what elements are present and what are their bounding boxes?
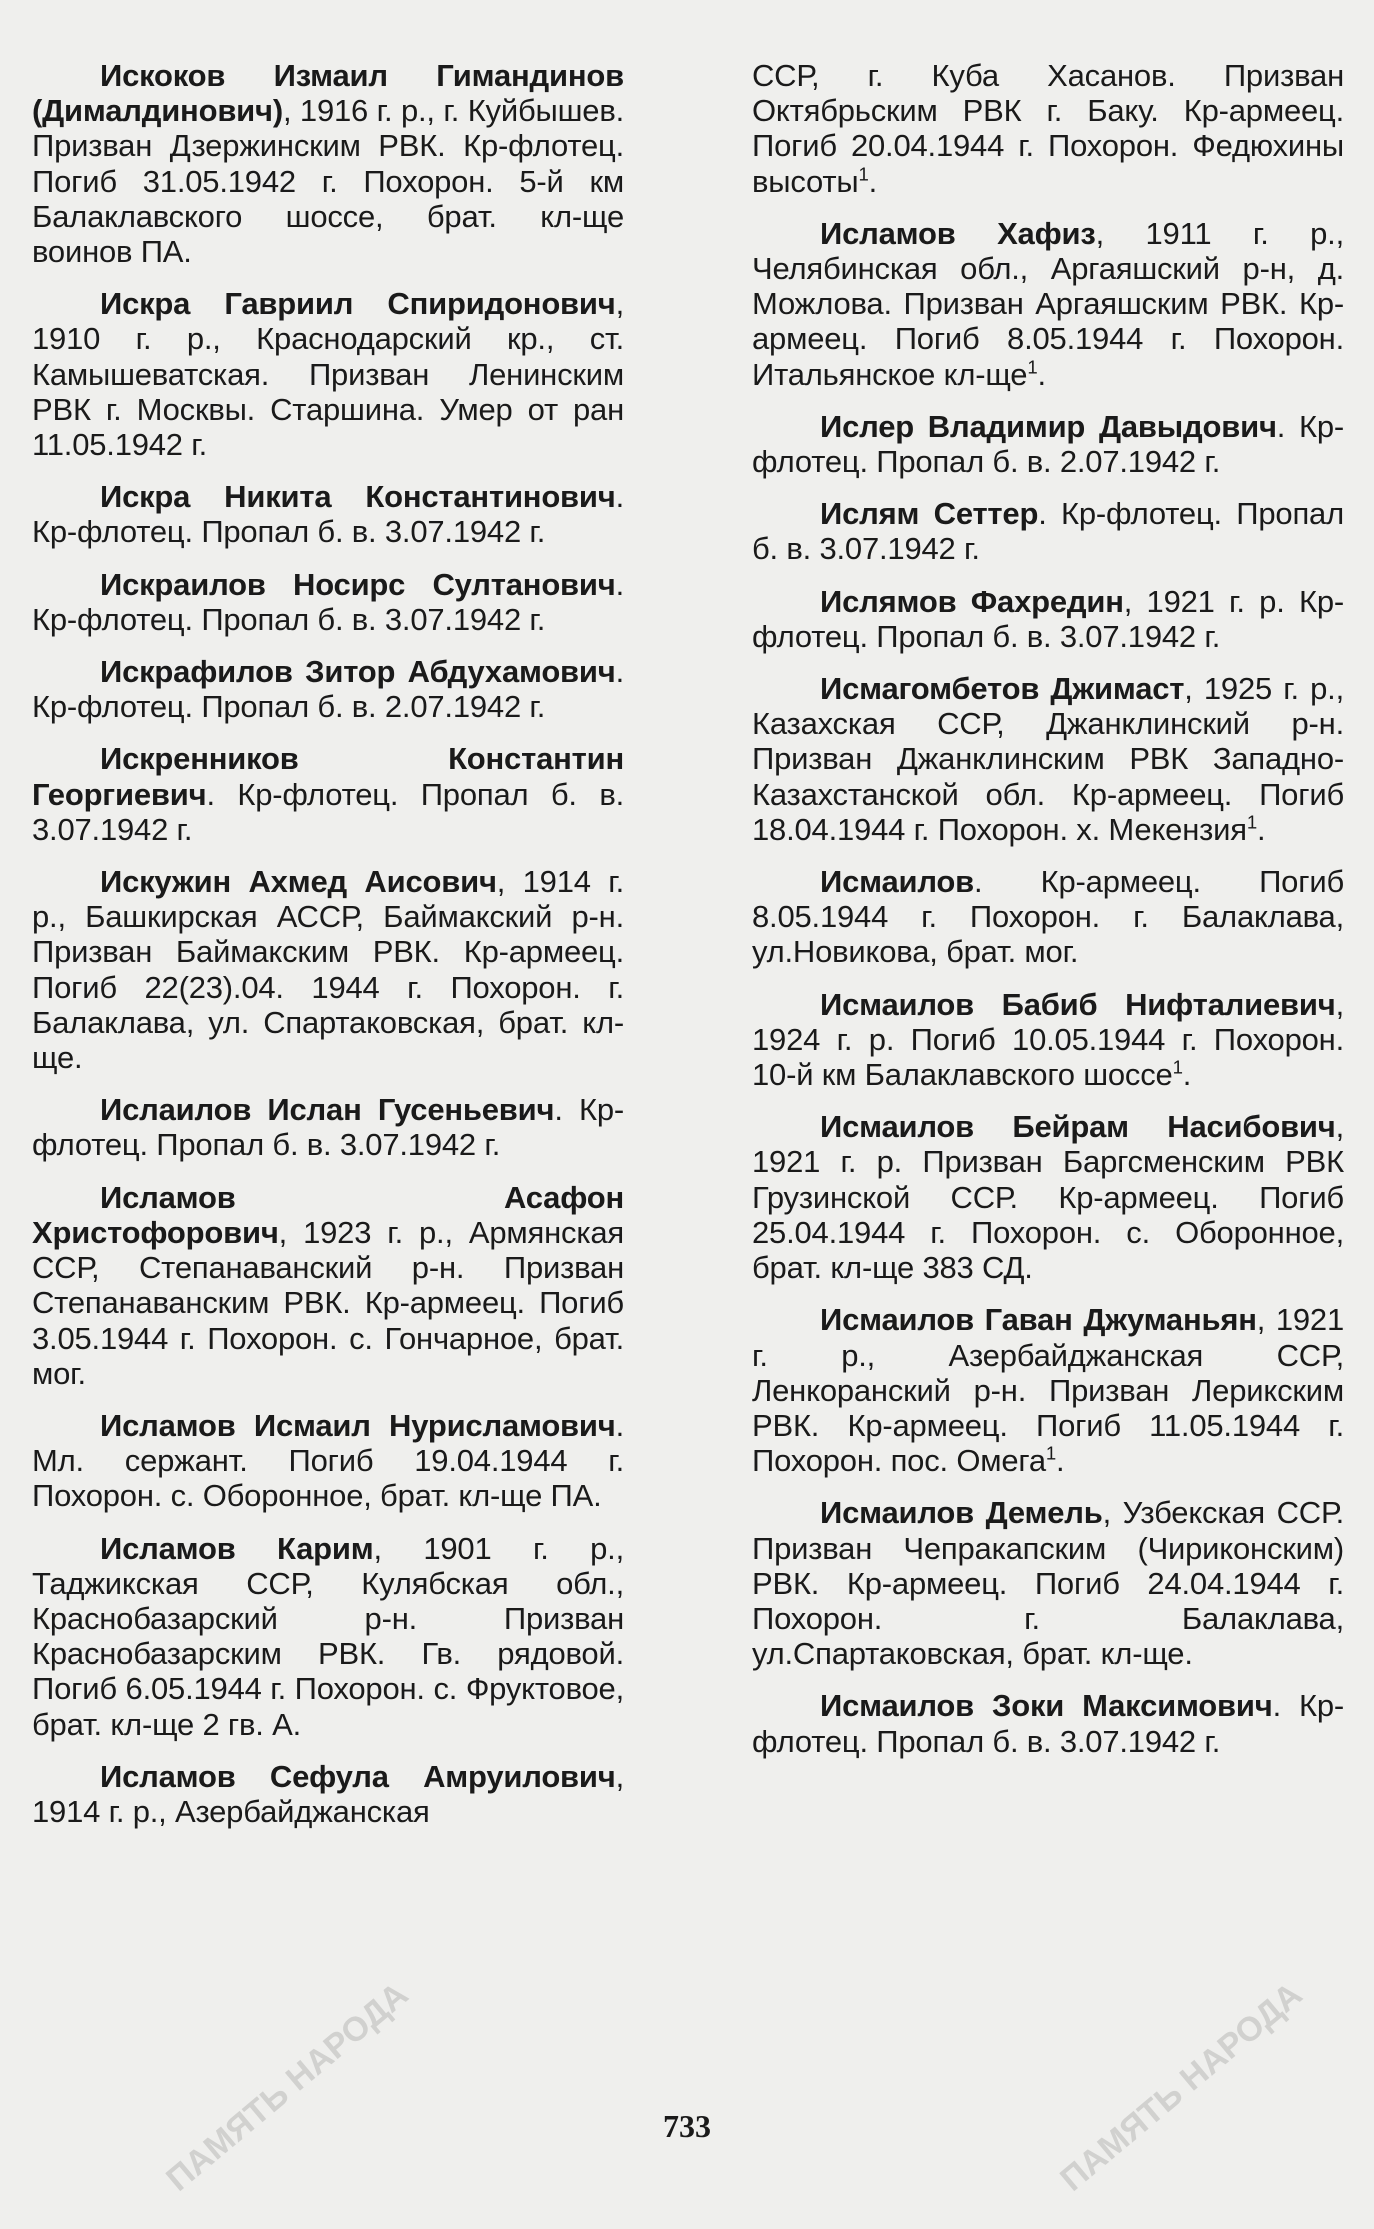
- entry-text: , 1921 г. р. Кр-флотец. Пропал б. в. 3.07.1942 г.: [752, 583, 1344, 654]
- list-item: [32, 654, 624, 724]
- entry-text: . Кр-флотец. Пропал б. в. 3.07.1942 г.: [32, 776, 624, 847]
- entry-name: Ислямов Фахредин: [820, 583, 1124, 619]
- entry-text: , 1914 г. р., Башкирская АССР, Баймакский р-н. Призван Баймакским РВК. Кр-армеец. Погиб 22(23).04. 1944 г. Похорон. г. Балаклава, ул. Спартаковская, брат. кл-ще.: [32, 864, 625, 1076]
- two-column-layout: [32, 58, 1344, 1846]
- list-item: [752, 1302, 1344, 1478]
- entry-tail: .: [1056, 1443, 1065, 1479]
- entry-name: Исламов Сефула Амруилович: [100, 1758, 616, 1794]
- list-item: [752, 1109, 1344, 1285]
- entry-name: Исламов Хафиз: [820, 215, 1096, 251]
- entry-name: Исламов Асафон Христофорович: [32, 1179, 624, 1250]
- entry-text: , 1916 г. р., г. Куйбышев. Призван Дзержинским РВК. Кр-флотец. Погиб 31.05.1942 г. Похорон. 5-й км Балаклавского шоссе, брат. кл-ще воинов ПА.: [32, 93, 624, 270]
- entry-tail: .: [868, 163, 878, 199]
- footnote-marker: 1: [1172, 1056, 1183, 1078]
- entry-name: Искра Никита Константинович: [100, 479, 616, 515]
- list-item: [752, 1495, 1344, 1671]
- page-number: 733: [663, 2108, 711, 2144]
- entry-text: , 1911 г. р., Челябинская обл., Аргаяшский р-н, д. Можлова. Призван Аргаяшским РВК. Кр-армеец. Погиб 8.05.1944 г. Похорон. Итальянское кл-ще: [752, 215, 1344, 392]
- entry-text: , 1923 г. р., Армянская ССР, Степанаванский р-н. Призван Степанаванским РВК. Кр-армеец. Погиб 3.05.1944 г. Похорон. с. Гончарное, брат. мог.: [32, 1214, 624, 1391]
- right-column: [752, 58, 1344, 1846]
- entry-tail: .: [1257, 811, 1266, 847]
- footnote-marker: 1: [858, 163, 869, 185]
- entry-text: . Кр-флотец. Пропал б. в. 3.07.1942 г.: [32, 1092, 624, 1163]
- entry-name: Искренников Константин Георгиевич: [32, 741, 624, 812]
- list-item: [32, 1759, 624, 1829]
- entry-name: Исмаилов: [820, 864, 975, 900]
- entry-text: . Кр-флотец. Пропал б. в. 3.07.1942 г.: [32, 566, 624, 637]
- footnote-marker: 1: [1027, 356, 1038, 378]
- footnote-marker: 1: [1246, 811, 1257, 833]
- entry-tail: .: [1037, 356, 1046, 392]
- entry-text: . Кр-армеец. Погиб 8.05.1944 г. Похорон. г. Балаклава, ул.Новикова, брат. мог.: [752, 864, 1344, 970]
- list-item: [752, 409, 1344, 479]
- list-item: [752, 58, 1344, 199]
- entry-text: . Мл. сержант. Погиб 19.04.1944 г. Похорон. с. Оборонное, брат. кл-ще ПА.: [32, 1407, 624, 1514]
- entry-name: Искужин Ахмед Аисович: [100, 864, 497, 900]
- left-column: [32, 58, 624, 1846]
- list-item: [32, 864, 624, 1075]
- entry-name: Ислям Сеттер: [820, 496, 1039, 532]
- entry-name: Ислаилов Ислан Гусеньевич: [100, 1092, 555, 1128]
- entry-tail: .: [1182, 1057, 1192, 1093]
- list-item: [32, 567, 624, 637]
- entry-name: Ислер Владимир Давыдович: [820, 408, 1277, 444]
- entry-name: Исмаилов Бабиб Нифталиевич: [820, 986, 1336, 1022]
- entry-name: Исмаилов Гаван Джуманьян: [820, 1302, 1257, 1338]
- list-item: [32, 58, 624, 269]
- list-item: [32, 1531, 624, 1742]
- list-item: [752, 671, 1344, 847]
- list-item: [32, 286, 624, 462]
- entry-text: , 1910 г. р., Краснодарский кр., ст. Камышеватская. Призван Ленинским РВК г. Москвы. Старшина. Умер от ран 11.05.1942 г.: [32, 286, 624, 463]
- entry-text: . Кр-флотец. Пропал б. в. 3.07.1942 г.: [752, 496, 1344, 567]
- list-item: [32, 1408, 624, 1514]
- entry-name: Искра Гавриил Спиридонович: [100, 286, 616, 322]
- list-item: [752, 216, 1344, 392]
- entry-text: ССР, г. Куба Хасанов. Призван Октябрьским РВК г. Баку. Кр-армеец. Погиб 20.04.1944 г. Похорон. Федюхины высоты: [752, 58, 1344, 199]
- entry-name: Искраилов Носирс Султанович: [100, 566, 616, 602]
- watermark-right: ПАМЯТЬ НАРОДА: [1053, 1975, 1310, 2199]
- list-item: [752, 584, 1344, 654]
- list-item: [32, 479, 624, 549]
- entry-text: . Кр-флотец. Пропал б. в. 2.07.1942 г.: [32, 654, 624, 725]
- entry-text: , 1901 г. р., Таджикская ССР, Кулябская обл., Краснобазарский р-н. Призван Краснобазарским РВК. Гв. рядовой. Погиб 6.05.1944 г. Похорон. с. Фруктовое, брат. кл-ще 2 гв. А.: [32, 1530, 624, 1742]
- entry-text: , 1914 г. р., Азербайджанская: [32, 1758, 624, 1829]
- watermark-left: ПАМЯТЬ НАРОДА: [159, 1975, 416, 2199]
- entry-text: . Кр-флотец. Пропал б. в. 2.07.1942 г.: [752, 408, 1344, 480]
- entry-text: . Кр-флотец. Пропал б. в. 3.07.1942 г.: [32, 479, 624, 550]
- entry-name: Исмаилов Бейрам Насибович: [820, 1109, 1336, 1145]
- entry-name: Искрафилов Зитор Абдухамович: [100, 654, 616, 690]
- entry-text: . Кр-флотец. Пропал б. в. 3.07.1942 г.: [752, 1688, 1344, 1759]
- footnote-marker: 1: [1045, 1442, 1057, 1464]
- list-item: [752, 864, 1344, 970]
- list-item: [752, 496, 1344, 566]
- entry-name: Исмаилов Демель: [820, 1495, 1103, 1531]
- list-item: [32, 1092, 624, 1162]
- entry-text: , Узбекская ССР. Призван Чепракапским (Чириконским) РВК. Кр-армеец. Погиб 24.04.1944 г. Похорон. г. Балаклава, ул.Спартаковская, брат. кл-ще.: [752, 1495, 1344, 1672]
- entry-text: , 1925 г. р., Казахская ССР, Джанклинский р-н. Призван Джанклинским РВК Западно-Казахстанской обл. Кр-армеец. Погиб 18.04.1944 г. Похорон. х. Мекензия: [752, 671, 1344, 847]
- entry-name: Исмагомбетов Джимаст: [820, 671, 1185, 707]
- list-item: [752, 1688, 1344, 1758]
- entry-text: , 1921 г. р. Призван Баргсменским РВК Грузинской ССР. Кр-армеец. Погиб 25.04.1944 г. Похорон. с. Оборонное, брат. кл-ще 383 СД.: [752, 1109, 1344, 1286]
- entry-name: Исламов Карим: [100, 1530, 374, 1566]
- list-item: [32, 741, 624, 847]
- entry-text: , 1921 г. р., Азербайджанская ССР, Ленкоранский р-н. Призван Лерикским РВК. Кр-армеец. Погиб 11.05.1944 г. Похорон. пос. Омега: [752, 1302, 1344, 1479]
- entry-name: Исмаилов Зоки Максимович: [820, 1688, 1273, 1724]
- list-item: [752, 987, 1344, 1093]
- entry-name: Исламов Исмаил Нурисламович: [100, 1407, 616, 1443]
- entry-name: Искоков Измаил Гимандинов (Дималдинович): [32, 58, 624, 129]
- list-item: [32, 1180, 624, 1391]
- entry-text: , 1924 г. р. Погиб 10.05.1944 г. Похорон. 10-й км Балаклавского шоссе: [752, 986, 1344, 1093]
